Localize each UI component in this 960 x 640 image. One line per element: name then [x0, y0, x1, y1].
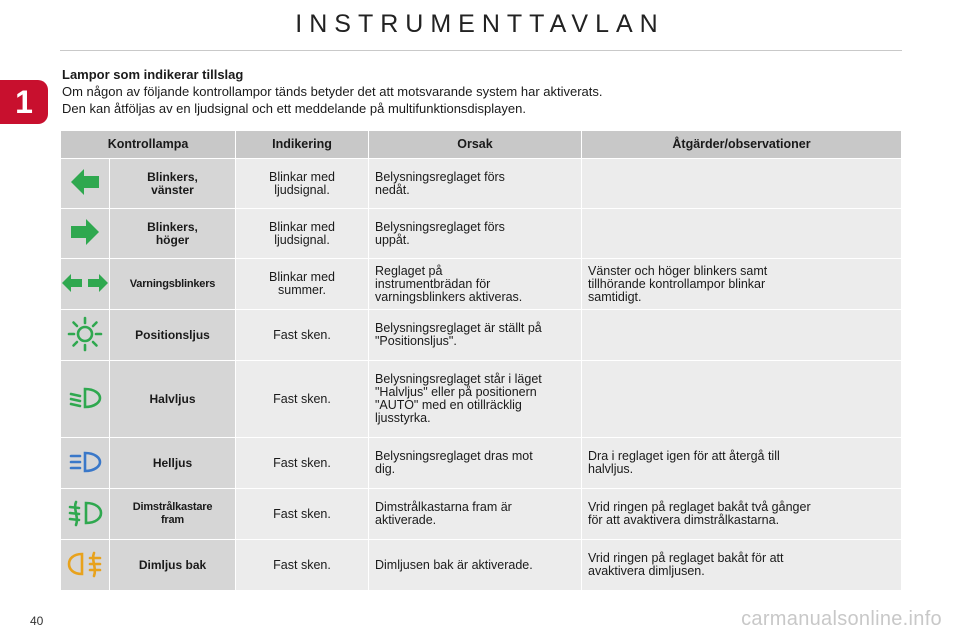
position-lights-icon [67, 316, 103, 355]
table-row [61, 489, 902, 540]
lamp-cause: Belysningsreglaget dras mot dig. [369, 438, 582, 489]
lamp-indication: Fast sken. [236, 489, 369, 540]
lamp-indication: Blinkar med ljudsignal. [236, 159, 369, 209]
header-orsak: Orsak [369, 131, 582, 159]
lamp-icon-cell [61, 159, 110, 209]
lamp-icon-cell [61, 361, 110, 438]
intro-heading: Lampor som indikerar tillslag [62, 67, 244, 82]
lamp-action: Vrid ringen på reglaget bakåt två gånger för att avaktivera dimstrålkastarna. [582, 489, 902, 540]
lamp-indication: Fast sken. [236, 361, 369, 438]
lamp-action [582, 361, 902, 438]
watermark: carmanualsonline.info [741, 608, 942, 630]
rear-fog-icon [67, 550, 103, 581]
lamp-icon-cell [61, 259, 110, 310]
intro-text-line-2: Den kan åtföljas av en ljudsignal och ett meddelande på multifunktionsdisplayen. [62, 101, 526, 116]
lamp-cause: Belysningsreglaget förs uppåt. [369, 209, 582, 259]
lamp-cause: Dimljusen bak är aktiverade. [369, 540, 582, 591]
intro-section [62, 66, 902, 117]
lamp-cause: Belysningsreglaget står i läget "Halvljus" eller på positionern "AUTO" med en otillräcklig ljusstyrka. [369, 361, 582, 438]
lamp-cause: Dimstrålkastarna fram är aktiverade. [369, 489, 582, 540]
page-number: 40 [30, 614, 44, 628]
table-row [61, 259, 902, 310]
lamp-cause: Reglaget på instrumentbrädan för varningsblinkers aktiveras. [369, 259, 582, 310]
lamp-name: Dimljus bak [110, 540, 236, 591]
hazard-arrows-icon [61, 272, 109, 297]
table-row [61, 361, 902, 438]
lamp-icon-cell [61, 209, 110, 259]
lamp-cause: Belysningsreglaget är ställt på "Positionsljus". [369, 310, 582, 361]
turn-right-arrow-icon [68, 215, 102, 252]
header-atgarder: Åtgärder/observationer [582, 131, 902, 159]
table-row [61, 159, 902, 209]
lamp-name: Dimstrålkastare fram [110, 489, 236, 540]
intro-text-line-1: Om någon av följande kontrollampor tänds betyder det att motsvarande system har aktiverats. [62, 84, 603, 99]
lamp-icon-cell [61, 310, 110, 361]
lamp-icon-cell [61, 438, 110, 489]
lamp-action: Dra i reglaget igen för att återgå till halvljus. [582, 438, 902, 489]
lamp-indication: Blinkar med summer. [236, 259, 369, 310]
lamp-icon-cell [61, 489, 110, 540]
lamp-action: Vänster och höger blinkers samt tillhörande kontrollampor blinkar samtidigt. [582, 259, 902, 310]
lamp-action [582, 310, 902, 361]
chapter-tab: 1 [0, 80, 48, 124]
table-row [61, 438, 902, 489]
table-body [61, 159, 902, 591]
title-divider [60, 50, 902, 51]
page-title: INSTRUMENTTAVLAN [295, 10, 665, 38]
table-row [61, 540, 902, 591]
lamp-name: Positionsljus [110, 310, 236, 361]
table-row [61, 310, 902, 361]
lamp-cause: Belysningsreglaget förs nedåt. [369, 159, 582, 209]
lamp-name: Varningsblinkers [110, 259, 236, 310]
front-fog-icon [67, 499, 103, 530]
lamp-name: Halvljus [110, 361, 236, 438]
lamp-action [582, 159, 902, 209]
lamp-icon-cell [61, 540, 110, 591]
lamp-action: Vrid ringen på reglaget bakåt för att avaktivera dimljusen. [582, 540, 902, 591]
lamp-name: Blinkers, höger [110, 209, 236, 259]
lamp-indication: Fast sken. [236, 438, 369, 489]
header-indikering: Indikering [236, 131, 369, 159]
warning-lamps-table [60, 130, 902, 591]
high-beam-icon [68, 449, 102, 478]
lamp-indication: Fast sken. [236, 540, 369, 591]
table-header-row [61, 131, 902, 159]
lamp-name: Blinkers, vänster [110, 159, 236, 209]
lamp-indication: Blinkar med ljudsignal. [236, 209, 369, 259]
table-row [61, 209, 902, 259]
lamp-name: Helljus [110, 438, 236, 489]
header-kontrollampa: Kontrollampa [61, 131, 236, 159]
low-beam-icon [68, 385, 102, 414]
turn-left-arrow-icon [68, 165, 102, 202]
lamp-indication: Fast sken. [236, 310, 369, 361]
lamp-action [582, 209, 902, 259]
